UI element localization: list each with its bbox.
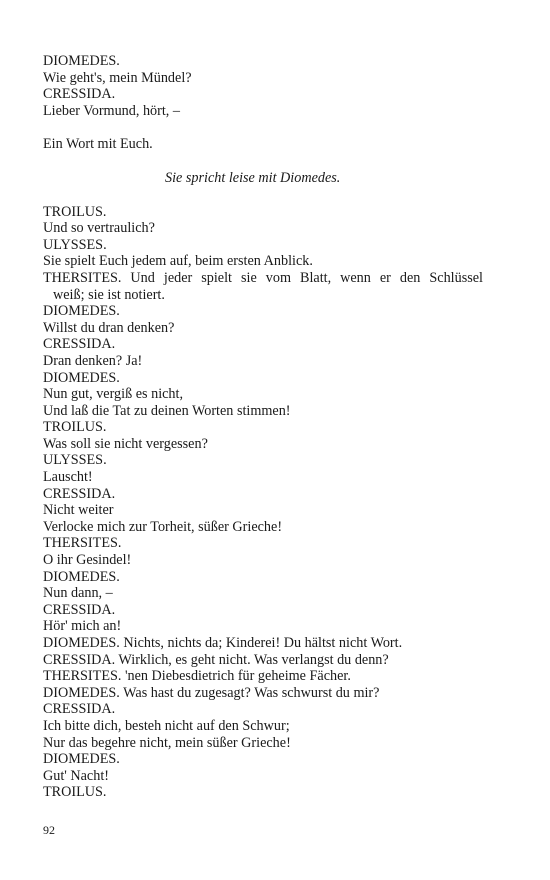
verse-line: Sie spielt Euch jedem auf, beim ersten Anblick. [43,253,313,270]
verse-line: Was soll sie nicht vergessen? [43,435,208,452]
speaker-name: DIOMEDES. [43,369,120,386]
verse-line: Nun gut, vergiß es nicht, [43,386,184,403]
speaker-name: DIOMEDES. [43,53,120,69]
verse-line: Willst du dran denken? [43,319,175,336]
speaker-name: THERSITES. [43,535,122,552]
speaker-name: DIOMEDES. [43,751,120,768]
verse-line: Verlocke mich zur Torheit, süßer Grieche! [43,518,283,535]
verse-line: Ich bitte dich, besteh nicht auf den Schwur; [43,717,290,734]
speaker-name: DIOMEDES. [43,303,120,320]
verse-line: Ein Wort mit Euch. [43,136,153,153]
speaker-name: CRESSIDA. [43,485,116,502]
verse-line: Nun dann, – [43,585,113,602]
spacer [43,119,483,136]
verse-line: Dran denken? Ja! [43,352,143,369]
speaker-name: CRESSIDA. [43,336,116,353]
prose-line: THERSITES. 'nen Diebesdietrich für geheime Fächer. [43,668,351,685]
verse-line: O ihr Gesindel! [43,552,132,569]
stage-direction: Sie spricht leise mit Diomedes. [165,169,341,186]
text-column [43,53,483,801]
speaker-name: TROILUS. [43,784,107,801]
prose-line: THERSITES. Und jeder spielt sie vom Blatt, wenn er den Schlüssel [43,269,483,286]
spacer [43,187,483,204]
page-number: 92 [43,823,55,837]
prose-line: CRESSIDA. Wirklich, es geht nicht. Was verlangst du denn? [43,651,389,668]
speaker-name: TROILUS. [43,419,107,436]
verse-line: Gut' Nacht! [43,767,109,784]
verse-line: Wie geht's, mein Mündel? [43,69,192,86]
verse-line: Nicht weiter [43,502,114,519]
spacer [43,153,483,170]
verse-line: Lauscht! [43,469,93,486]
speaker-name: CRESSIDA. [43,701,116,718]
verse-line: Nur das begehre nicht, mein süßer Grieche! [43,734,291,751]
speaker-name: CRESSIDA. [43,86,116,103]
speaker-name: DIOMEDES. [43,568,120,585]
speaker-name: TROILUS. [43,203,107,220]
verse-line: Und laß die Tat zu deinen Worten stimmen! [43,402,291,419]
speaker-name: ULYSSES. [43,452,107,469]
speaker-name: ULYSSES. [43,236,107,253]
verse-line: Und so vertraulich? [43,220,155,237]
prose-line: DIOMEDES. Was hast du zugesagt? Was schwurst du mir? [43,684,380,701]
speaker-name: CRESSIDA. [43,601,116,618]
verse-line: Lieber Vormund, hört, – [43,102,180,119]
prose-line: DIOMEDES. Nichts, nichts da; Kinderei! Du hältst nicht Wort. [43,635,403,651]
verse-line: Hör' mich an! [43,618,122,635]
prose-continuation: weiß; sie ist notiert. [53,286,165,303]
